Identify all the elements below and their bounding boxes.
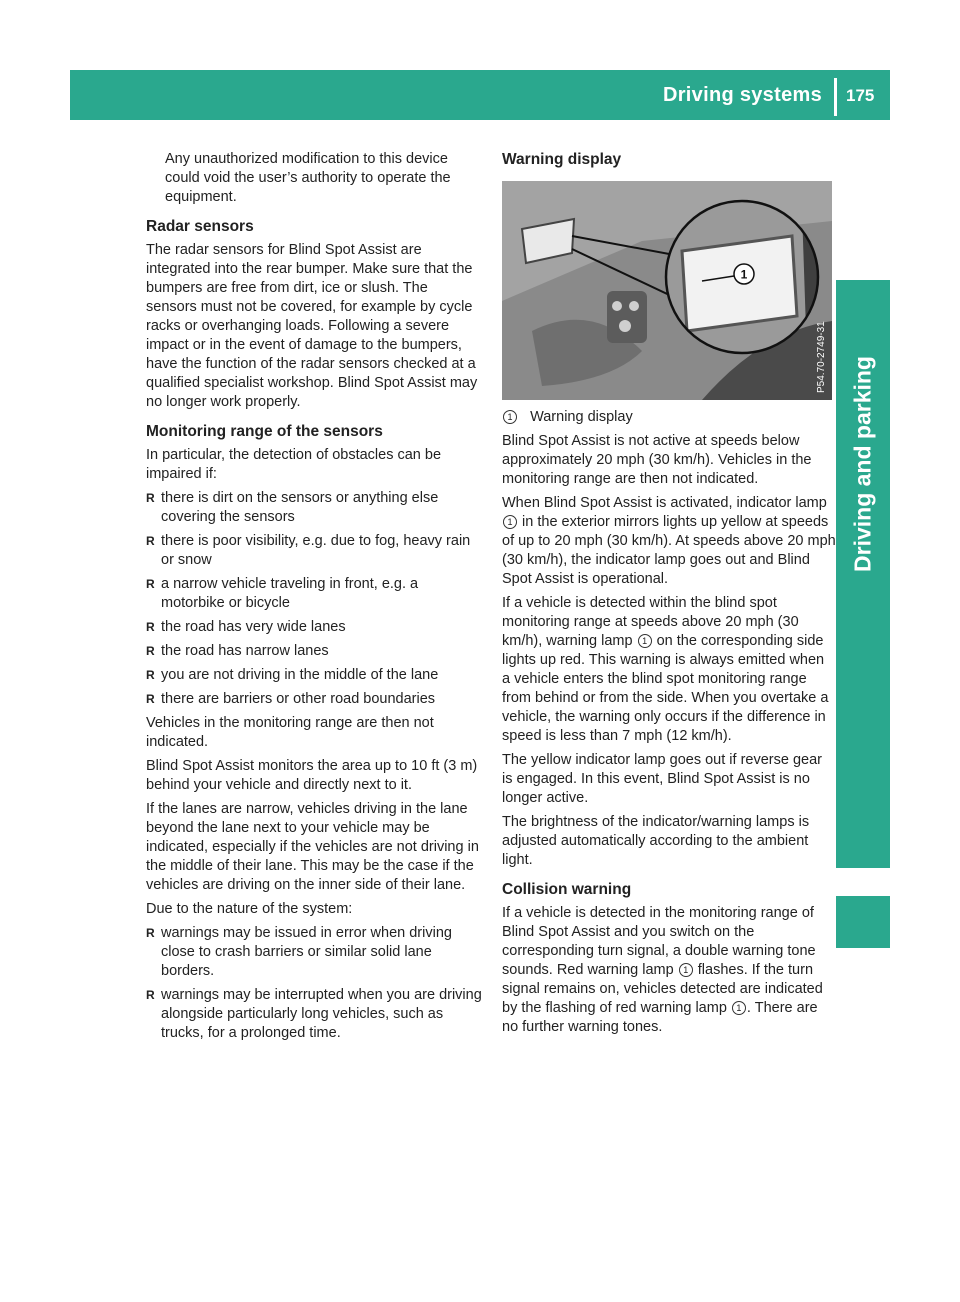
caption-text: Warning display [530,409,633,425]
speed-paragraph: Blind Spot Assist is not active at speeds below approximately 20 mph (30 km/h). Vehicles in the monitoring range are then not indicated. [502,433,812,487]
monitoring-heading: Monitoring range of the sensors [146,423,383,440]
text-span: on the corresponding side lights up red. This warning is always emitted when a vehicle enters the blind spot monitoring range from behind or from the side. When you overtake a vehicle, the warning only occurs if the difference in speed is less than 7 mph (12 km/h). [502,633,829,744]
callout-1-icon: 1 [732,1001,746,1015]
brightness-paragraph: The brightness of the indicator/warning lamps is adjusted automatically according to the ambient light. [502,814,810,868]
chapter-label: Driving and parking [849,356,876,572]
text-span: in the exterior mirrors lights up yellow at speeds of up to 20 mph (30 km/h). At speeds above 20 mph (30 km/h), the indicator lamp goes out and Blind Spot Assist is operational. [502,514,836,587]
page-number: 175 [846,86,875,105]
mirror-warning-figure [502,181,832,400]
callout-1-icon: 1 [503,515,517,529]
list-item: R the road has narrow lanes [146,642,482,661]
narrow-lanes-paragraph: If the lanes are narrow, vehicles driving in the lane beyond the lane next to your vehicle may be indicated, especially if the vehicles are not driving in the middle of their lane. This may be the case if the vehicles are driving on the inner side of their lane. [146,801,479,893]
text-span: If a vehicle is detected in the monitoring range of Blind Spot Assist and you switch on the corresponding turn signal, a double warning tone sounds. Red warning lamp [502,905,816,978]
intro-paragraph: Any unauthorized modification to this device could void the user’s authority to operate the equipment. [165,151,451,205]
impairment-list [146,489,482,709]
left-column [146,150,482,1048]
radar-paragraph: The radar sensors for Blind Spot Assist are integrated into the rear bumper. Make sure that the bumpers are free from dirt, ice or slush. The sensors must not be covered, for example by cycle racks or overhanging loads. Following a severe impact or in the event of damage to the bumpers, have the function of the radar sensors checked at a qualified specialist workshop. Blind Spot Assist may no longer work properly. [146,242,478,410]
text-span: If a vehicle is detected within the blind spot monitoring range at speeds above 20 mph (30 km/h), warning lamp [502,595,799,649]
text-span: flashes. If the turn signal remains on, vehicles detected are indicated by the flashing of red warning lamp [502,962,823,1016]
right-column [502,150,836,1042]
collision-paragraph [502,904,836,1037]
figure-caption [502,408,836,427]
list-item: R warnings may be interrupted when you are driving alongside particularly long vehicles, such as trucks, for a prolonged time. [146,986,482,1043]
list-item: R a narrow vehicle traveling in front, e.g. a motorbike or bicycle [146,575,482,613]
chapter-label-wrap [836,280,890,800]
figure-code: P54.70-2749-31 [816,321,827,393]
section-title: Driving systems [662,84,822,106]
list-item: R warnings may be issued in error when driving close to crash barriers or similar solid lane borders. [146,924,482,981]
callout-1-label: 1 [740,267,748,282]
monitoring-intro: In particular, the detection of obstacles can be impaired if: [146,447,442,482]
monitor-area-paragraph: Blind Spot Assist monitors the area up to 10 ft (3 m) behind your vehicle and directly next to it. [146,758,478,793]
list-item: R there is dirt on the sensors or anything else covering the sensors [146,489,482,527]
not-indicated-paragraph: Vehicles in the monitoring range are then not indicated. [146,715,434,750]
list-item: R the road has very wide lanes [146,618,482,637]
warning-display-heading: Warning display [502,151,622,168]
detected-paragraph [502,594,836,746]
text-span: . There are no further warning tones. [502,1000,818,1035]
callout-1-icon: 1 [638,634,652,648]
radar-heading: Radar sensors [146,218,254,235]
callout-1-icon: 1 [503,410,517,424]
list-item: R there is poor visibility, e.g. due to fog, heavy rain or snow [146,532,482,570]
header-divider [834,78,837,116]
seat-button [619,320,631,332]
activated-paragraph [502,494,836,589]
collision-heading: Collision warning [502,881,632,898]
system-nature-list [146,924,482,1043]
seat-button [629,301,639,311]
list-item: R you are not driving in the middle of the lane [146,666,482,685]
reverse-paragraph: The yellow indicator lamp goes out if reverse gear is engaged. In this event, Blind Spot Assist is no longer active. [502,752,822,806]
list-item: R there are barriers or other road boundaries [146,690,482,709]
system-nature-paragraph: Due to the nature of the system: [146,901,353,917]
text-span: When Blind Spot Assist is activated, indicator lamp [502,495,827,511]
callout-1-icon: 1 [679,963,693,977]
seat-button [612,301,622,311]
thumb-index-marker [836,896,890,948]
seat-controls-shape [607,291,647,343]
